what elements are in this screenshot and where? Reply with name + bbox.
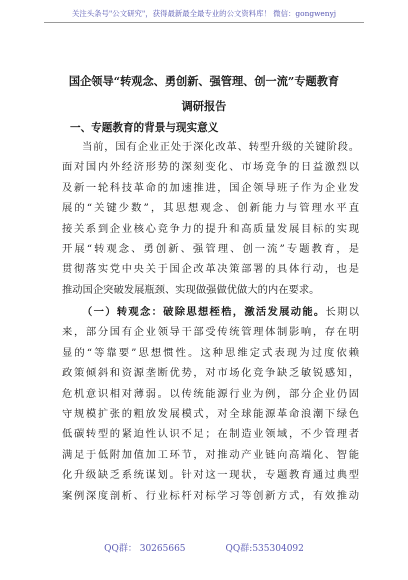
paragraph-line: 政策倾斜和资源垄断优势，对市场化竞争缺乏敏锐感知， <box>62 367 359 380</box>
subsection-heading: （一）转观念：破除思想桎梏，激活发展动能。 <box>82 306 326 318</box>
paragraph-line: 守规模扩张的粗放发展模式，对全球能源革命浪潮下绿色 <box>62 407 359 420</box>
paragraph-line: 接关系到企业核心竞争力的提升和高质量发展目标的实现 <box>62 222 359 235</box>
paragraph-line: 开展“转观念、勇创新、强管理、创一流”专题教育，是 <box>62 242 359 255</box>
paragraph-line-tail: 长期以 <box>325 306 359 318</box>
paragraph-line <box>62 302 359 322</box>
document-title <box>44 69 364 119</box>
title-line-1: 国企领导“转观念、勇创新、强管理、创一流”专题教育 <box>68 74 340 88</box>
paragraph-transform-mindset <box>62 302 359 506</box>
paragraph-line: 当前，国有企业正处于深化改革、转型升级的关键阶段。 <box>82 141 359 153</box>
header-divider <box>44 22 364 23</box>
paragraph-line: 面对国内外经济形势的深刻变化、市场竞争的日益激烈以 <box>62 161 359 174</box>
paragraph-line: 危机意识相对薄弱。以传统能源行业为例，部分企业仍固 <box>62 387 359 400</box>
paragraph-background <box>62 137 359 300</box>
paragraph-line: 满足于低附加值加工环节，对推动产业链向高端化、智能 <box>62 448 359 461</box>
title-line-2: 调研报告 <box>181 99 227 113</box>
paragraph-line: 展的“关键少数”，其思想观念、创新能力与管理水平直 <box>62 202 359 215</box>
paragraph-line: 贯彻落实党中央关于国企改革决策部署的具体行动，也是 <box>62 263 359 276</box>
paragraph-line: 化升级缺乏系统谋划。针对这一现状，专题教育通过典型 <box>62 469 359 482</box>
page-header: 关注头条号"公文研究"，获得最新最全最专业的公文资料库！ 微信：gongwenyj <box>71 9 337 18</box>
footer-qq-group-2: QQ群:535304092 <box>225 544 304 554</box>
section-heading: 一、专题教育的背景与现实意义 <box>70 122 219 134</box>
footer-qq-group-1: QQ群： 30265665 <box>104 544 186 554</box>
paragraph-line: 低碳转型的紧迫性认识不足；在制造业领域，不少管理者 <box>62 428 359 441</box>
paragraph-line: 推动国企突破发展瓶颈、实现做强做优做大的内在要求。 <box>62 283 320 296</box>
paragraph-line: 来，部分国有企业领导干部受传统管理体制影响，存在明 <box>62 326 359 339</box>
paragraph-line: 显的“等靠要”思想惯性。这种思维定式表现为过度依赖 <box>62 346 359 359</box>
paragraph-line: 案例深度剖析、行业标杆对标学习等创新方式，有效推动 <box>62 489 359 502</box>
page-footer <box>44 541 364 554</box>
paragraph-line: 及新一轮科技革命的加速推进，国企领导班子作为企业发 <box>62 181 359 194</box>
